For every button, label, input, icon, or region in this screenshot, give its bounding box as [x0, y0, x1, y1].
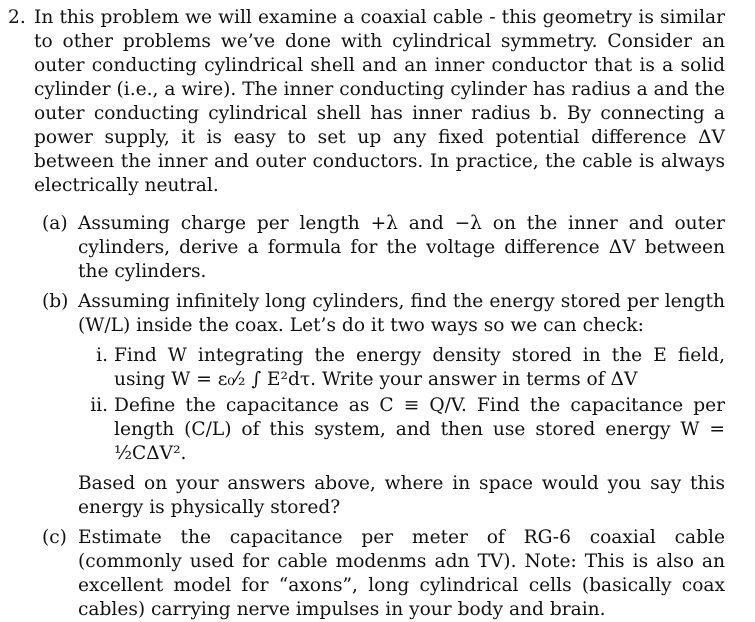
part-b-text: Assuming infinitely long cylinders, find the energy stored per length (W/L) inside the coax. Let’s do it two ways so we can check:	[78, 291, 725, 336]
part-c-label: (c)	[42, 527, 67, 548]
part-b-followup: Based on your answers above, where in space would you say this energy is physically stored?	[78, 473, 725, 518]
part-b-sub-ii	[78, 394, 725, 466]
part-a	[42, 212, 725, 284]
part-b-sub-i	[78, 344, 725, 392]
sub-i-text: Find W integrating the energy density stored in the E field, using W = ε₀⁄₂ ∫ E²dτ. Write your answer in terms of ΔV	[114, 345, 725, 390]
part-b-subparts	[78, 344, 725, 466]
problem-number: 2.	[8, 7, 26, 28]
problem-intro: In this problem we will examine a coaxial cable - this geometry is similar to other problems we’ve done with cylindrical symmetry. Consider an outer conducting cylindrical shell and an inner conductor that is a solid cylinder (i.e., a wire). The inner conducting cylinder has radius a and the outer conducting cylindrical shell has inner radius b. By connecting a power supply, it is easy to set up any fixed potential difference ΔV between the inner and outer conductors. In practice, the cable is always electrically neutral.	[34, 7, 725, 196]
sub-ii-text: Define the capacitance as C ≡ Q/V. Find the capacitance per length (C/L) of this system, and then use stored energy W = ½CΔV².	[114, 395, 725, 464]
part-b	[42, 290, 725, 520]
problem-2	[8, 6, 725, 622]
sub-i-label: i.	[96, 345, 108, 366]
problem-parts	[42, 212, 725, 622]
problem-body	[34, 6, 725, 622]
part-a-text: Assuming charge per length +λ and −λ on the inner and outer cylinders, derive a formula for the voltage difference ΔV between the cylinders.	[78, 213, 725, 282]
part-c	[42, 526, 725, 622]
part-b-label: (b)	[42, 291, 69, 312]
part-c-text: Estimate the capacitance per meter of RG-6 coaxial cable (commonly used for cable modenms adn TV). Note: This is also an excellent model for “axons”, long cylindrical cells (basically coax cables) carrying nerve impulses in your body and brain.	[78, 527, 725, 620]
part-a-label: (a)	[42, 213, 68, 234]
sub-ii-label: ii.	[90, 395, 108, 416]
